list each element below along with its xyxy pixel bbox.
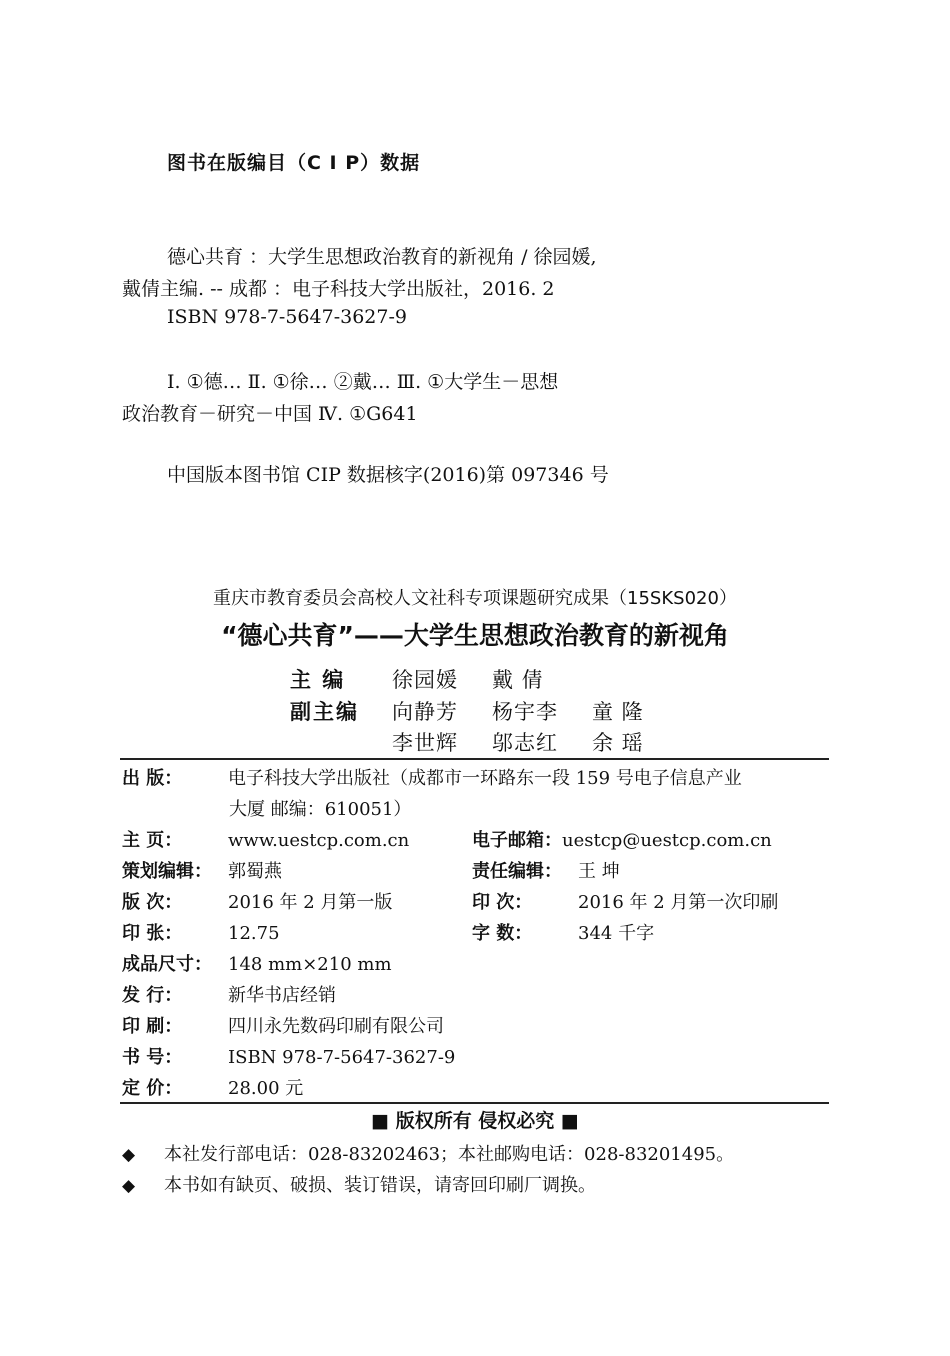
book-number-label: 书 号： [122,1047,183,1068]
price-value: 28.00 元 [228,1078,304,1099]
printer-row [122,1012,444,1038]
bottom-divider [120,1102,829,1104]
printed-sheets-label: 印 张： [122,923,183,944]
homepage-label: 主 页： [122,830,183,851]
copyright-notice: ■ 版权所有 侵权必究 ■ [371,1110,579,1132]
book-subtitle: 重庆市教育委员会高校人文社科专项课题研究成果（15SKS020） [213,588,737,609]
book-title: “德心共育”——大学生思想政治教育的新视角 [221,621,729,650]
homepage-row [122,826,409,852]
publisher-value: 电子科技大学出版社（成都市一环路东一段 159 号电子信息产业 [228,768,742,789]
planning-editor-row [122,857,282,883]
size-value: 148 mm×210 mm [228,954,392,975]
publisher-value-continued: 大厦 邮编：610051） [229,799,412,820]
top-divider [120,758,829,760]
price-label: 定 价： [122,1078,183,1099]
deputy-editor-name-2: 杨宇李 [492,700,558,724]
cip-isbn: ISBN 978-7-5647-3627-9 [167,306,407,328]
printing-times-row [472,888,778,914]
responsible-editor-row [472,857,620,883]
publisher-row [122,764,742,790]
printing-times-label: 印 次： [472,892,533,913]
email-label: 电子邮箱： [472,830,562,851]
note-text: 本书如有缺页、破损、装订错误，请寄回印刷厂调换。 [164,1175,596,1196]
planning-editor-value: 郭蜀燕 [228,861,282,882]
printer-label: 印 刷： [122,1016,183,1037]
deputy-editor-name-5: 邬志红 [492,731,558,755]
deputy-editor-name-6: 余 瑶 [592,731,644,755]
edition-label: 版 次： [122,892,183,913]
cip-record-number: 中国版本图书馆 CIP 数据核字(2016)第 097346 号 [167,464,609,486]
deputy-editor-name-4: 李世辉 [392,731,458,755]
printing-times-value: 2016 年 2 月第一次印刷 [578,892,779,913]
printed-sheets-value: 12.75 [228,923,280,944]
email-row [472,826,772,852]
word-count-value: 344 千字 [578,923,655,944]
chief-editor-label: 主 编 [290,668,346,692]
responsible-editor-value: 王 坤 [578,861,620,882]
edition-row [122,888,392,914]
word-count-row [472,919,654,945]
cip-classification-1: Ⅰ. ①德… Ⅱ. ①徐… ②戴… Ⅲ. ①大学生－思想 [167,371,559,393]
chief-editor-name-2: 戴 倩 [492,668,544,692]
email-value: uestcp@uestcp.com.cn [562,830,772,851]
cip-line-2: 戴倩主编. -- 成都 ：电子科技大学出版社，2016. 2 [122,278,555,300]
printer-value: 四川永先数码印刷有限公司 [228,1016,444,1037]
publisher-label: 出 版： [122,768,183,789]
note-text: 本社发行部电话：028-83202463；本社邮购电话：028-83201495。 [164,1144,735,1165]
size-label: 成品尺寸： [122,954,212,975]
deputy-editor-label: 副主编 [290,700,359,724]
book-number-row [122,1043,455,1069]
size-row [122,950,392,976]
diamond-icon: ◆ [122,1145,136,1165]
word-count-label: 字 数： [472,923,533,944]
cip-classification-2: 政治教育－研究－中国 Ⅳ. ①G641 [122,403,418,425]
deputy-editor-name-1: 向静芳 [392,700,458,724]
distribution-value: 新华书店经销 [228,985,336,1006]
chief-editor-name-1: 徐园媛 [392,668,458,692]
note-item [122,1171,596,1197]
book-number-value: ISBN 978-7-5647-3627-9 [228,1047,456,1068]
cip-line-1: 德心共育 ：大学生思想政治教育的新视角 / 徐园媛, [167,246,597,268]
planning-editor-label: 策划编辑： [122,861,212,882]
diamond-icon: ◆ [122,1176,136,1196]
edition-value: 2016 年 2 月第一版 [228,892,393,913]
printed-sheets-row [122,919,280,945]
deputy-editor-name-3: 童 隆 [592,700,644,724]
distribution-label: 发 行： [122,985,183,1006]
cip-heading: 图书在版编目（C I P）数据 [167,152,421,174]
price-row [122,1074,303,1100]
homepage-value: www.uestcp.com.cn [228,830,410,851]
responsible-editor-label: 责任编辑： [472,861,562,882]
note-item [122,1140,734,1166]
distribution-row [122,981,336,1007]
